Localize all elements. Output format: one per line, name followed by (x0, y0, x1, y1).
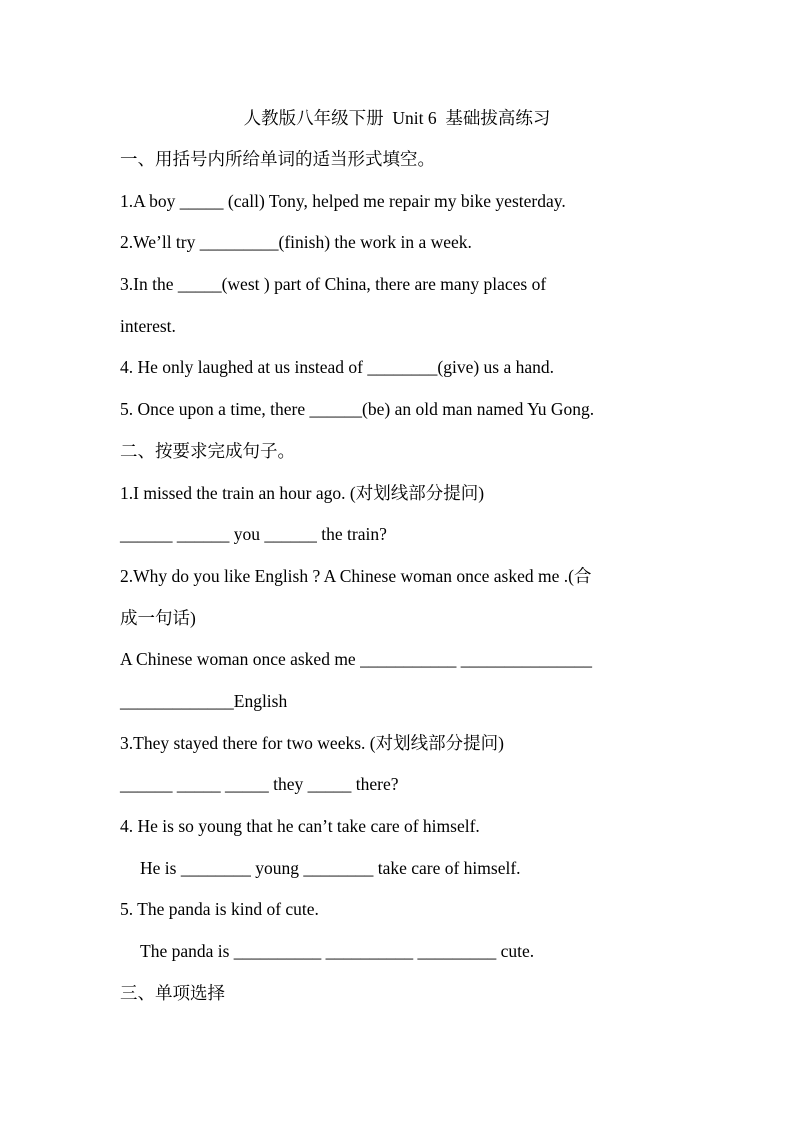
question-1-4: 4. He only laughed at us instead of ________(give) us a hand. (120, 357, 555, 378)
question-1-2: 2.We’ll try _________(finish) the work in a week. (120, 232, 472, 253)
answer-line-2-2-continued: _____________English (120, 690, 288, 711)
question-1-3-continued: interest. (120, 315, 176, 336)
question-1-5: 5. Once upon a time, there ______(be) an old man named Yu Gong. (120, 399, 595, 420)
question-2-1: 1.I missed the train an hour ago. (对划线部分提问) (120, 482, 485, 503)
question-2-3: 3.They stayed there for two weeks. (对划线部分提问) (120, 732, 504, 753)
question-2-2-continued: 成一句话) (120, 607, 196, 628)
question-2-2: 2.Why do you like English ? A Chinese woman once asked me .(合 (120, 565, 592, 586)
answer-line-2-4: He is ________ young ________ take care of himself. (140, 857, 521, 878)
answer-line-2-2: A Chinese woman once asked me ___________ _______________ (120, 649, 592, 670)
answer-line-2-5: The panda is __________ __________ _________ cute. (140, 941, 535, 962)
question-1-1: 1.A boy _____ (call) Tony, helped me repair my bike yesterday. (120, 190, 566, 211)
section-heading-multiple-choice: 三、单项选择 (120, 982, 225, 1003)
section-heading-complete-sentences: 二、按要求完成句子。 (120, 440, 295, 461)
question-2-5: 5. The panda is kind of cute. (120, 899, 319, 920)
question-1-3: 3.In the _____(west ) part of China, there are many places of (120, 274, 547, 295)
answer-line-2-1: ______ ______ you ______ the train? (120, 524, 387, 545)
page-title: 人教版八年级下册 Unit 6 基础拔高练习 (243, 108, 551, 128)
answer-line-2-3: ______ _____ _____ they _____ there? (120, 774, 399, 795)
section-heading-fill-blanks: 一、用括号内所给单词的适当形式填空。 (120, 149, 435, 169)
exercise-body (120, 145, 665, 1020)
question-2-4: 4. He is so young that he can’t take care of himself. (120, 816, 480, 836)
